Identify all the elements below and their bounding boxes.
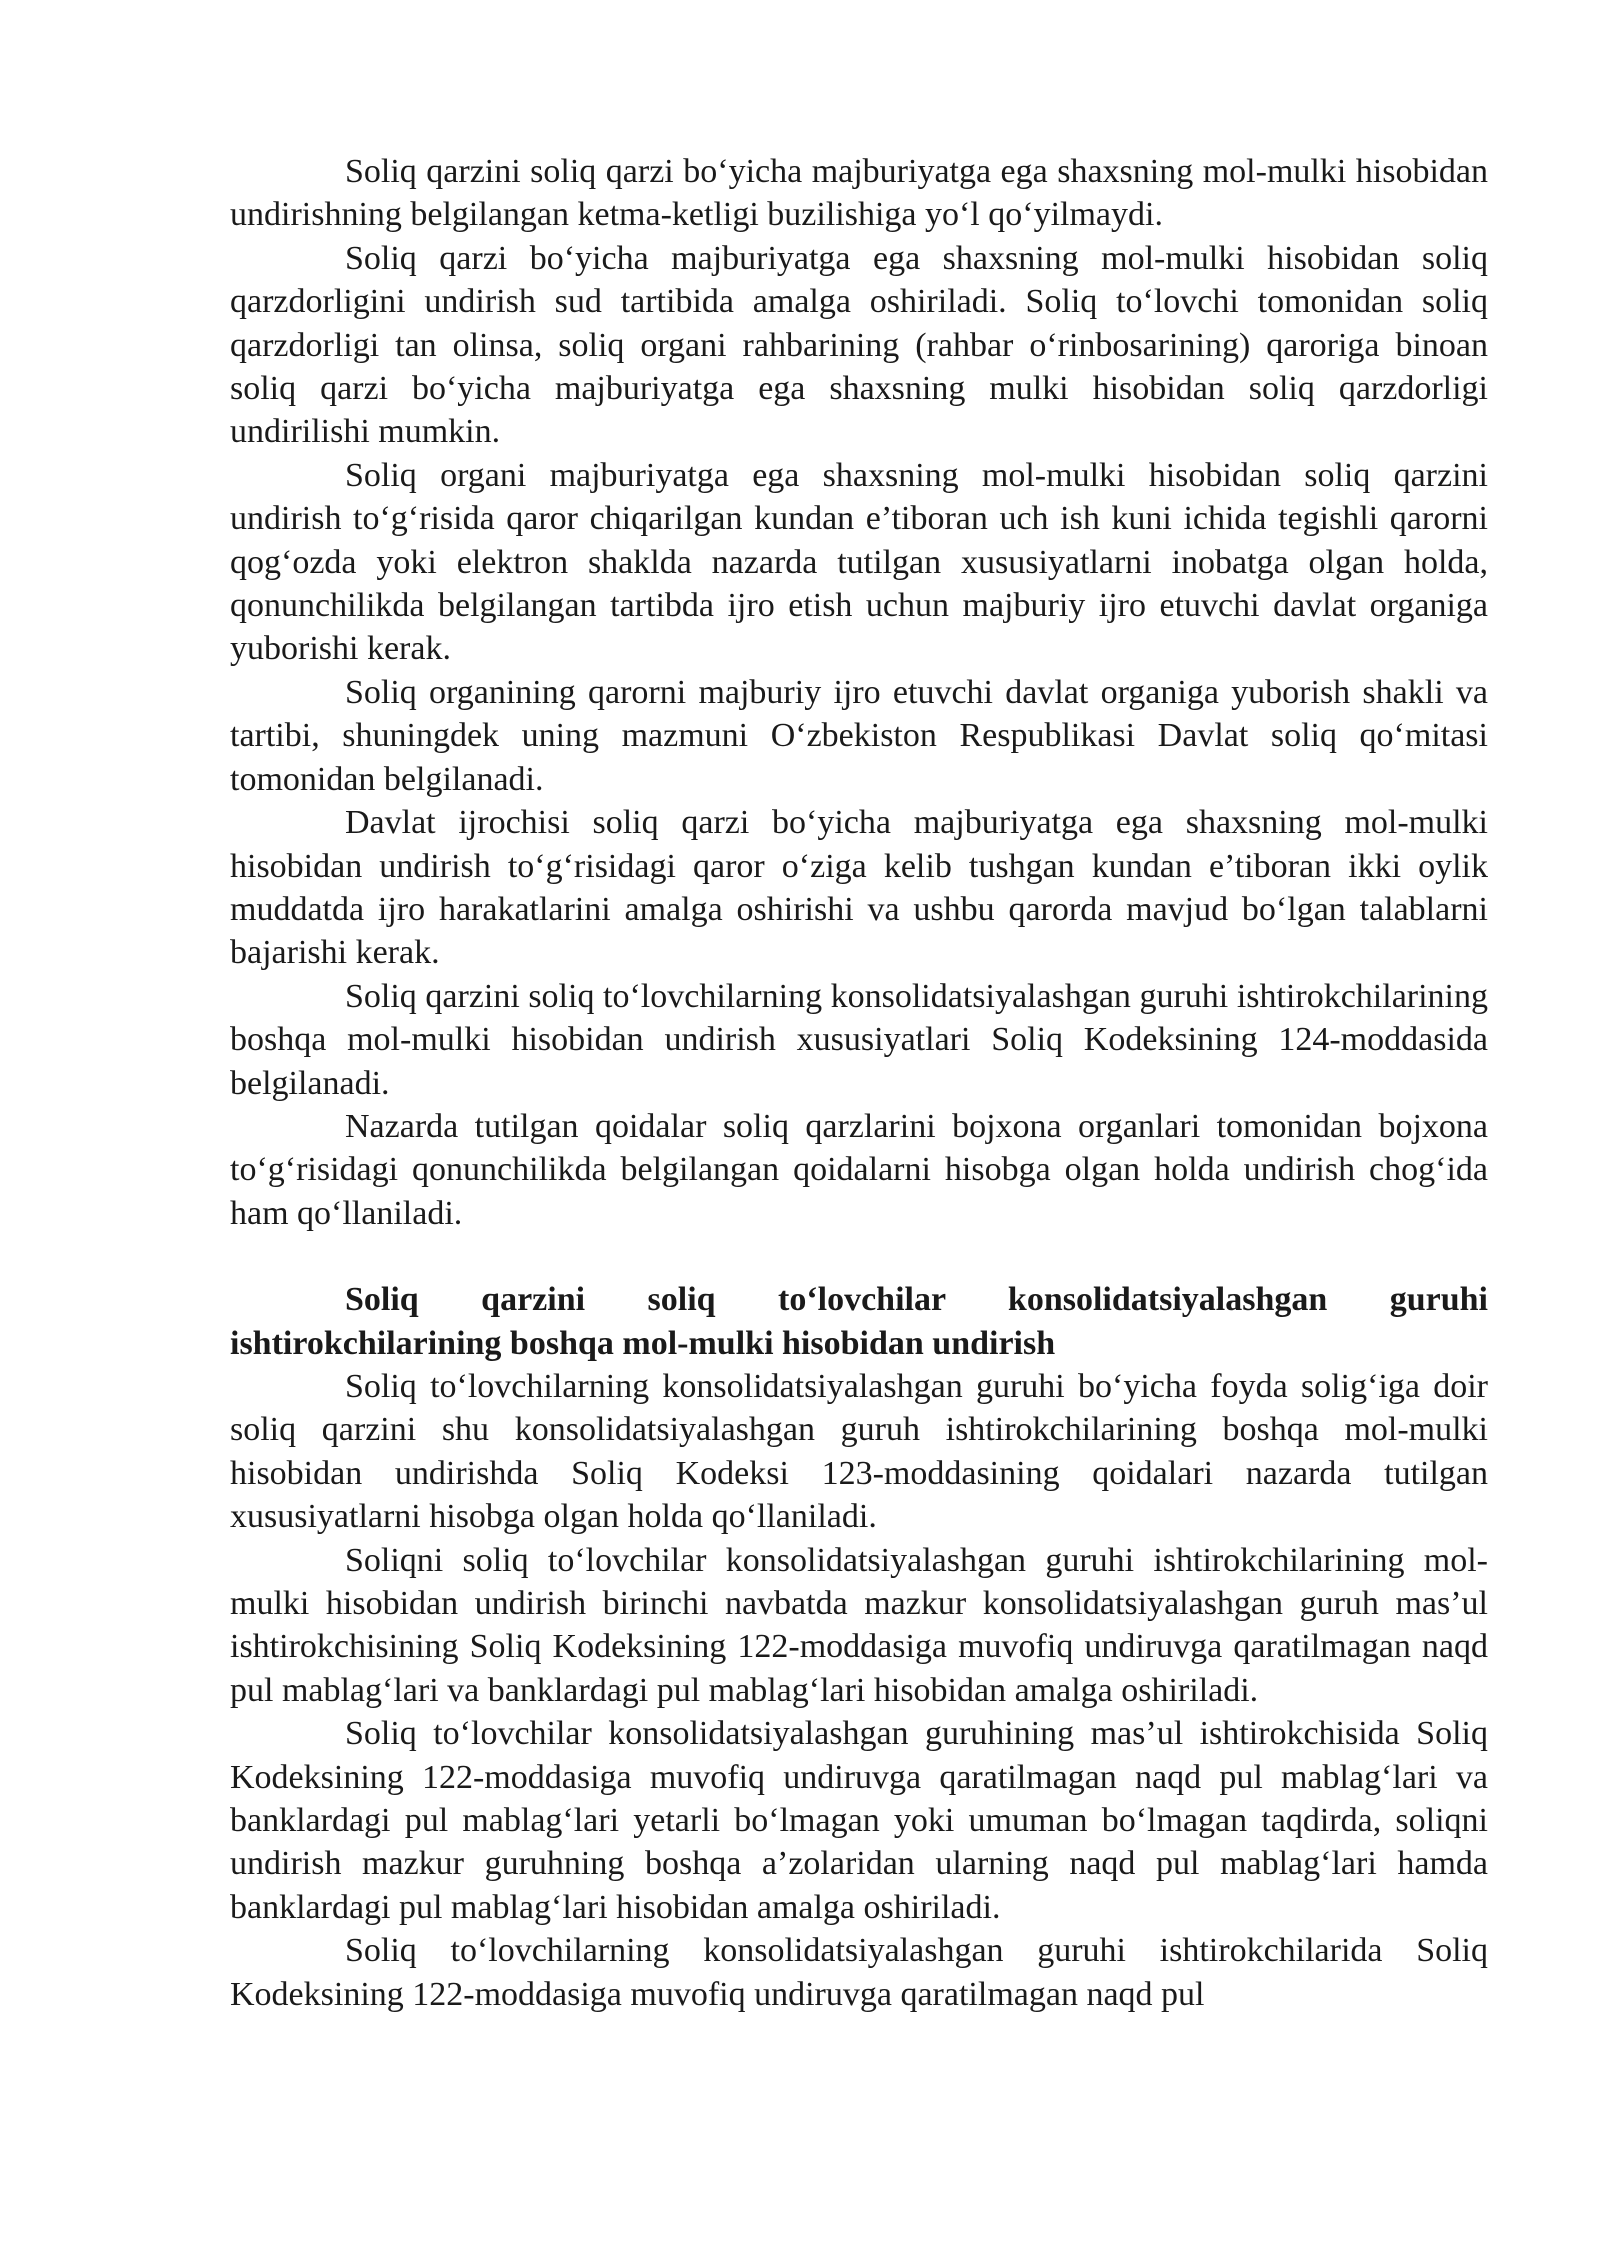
document-page <box>230 150 1488 2016</box>
paragraph: Soliq qarzini soliq qarzi bo‘yicha majburiyatga ega shaxsning mol-mulki hisobidan undirishning belgilangan ketma-ketligi buzilishiga yo‘l qo‘yilmaydi. <box>230 153 1488 234</box>
paragraph: Nazarda tutilgan qoidalar soliq qarzlarini bojxona organlari tomonidan bojxona to‘g‘risidagi qonunchilikda belgilangan qoidalarni hisobga olgan holda undirish chog‘ida ham qo‘llaniladi. <box>230 1107 1488 1232</box>
paragraph: Soliq organining qarorni majburiy ijro etuvchi davlat organiga yuborish shakli va tartibi, shuningdek uning mazmuni O‘zbekiston Respublikasi Davlat soliq qo‘mitasi tomonidan belgilanadi. <box>230 673 1488 798</box>
paragraph: Soliq to‘lovchilar konsolidatsiyalashgan guruhining mas’ul ishtirokchisida Soliq Kodeksining 122-moddasiga muvofiq undiruvga qaratilmagan naqd pul mablag‘lari va banklardagi pul mablag‘lari yetarli bo‘lmagan yoki umuman bo‘lmagan taqdirda, soliqni undirish mazkur guruhning boshqa a’zolaridan ularning naqd pul mablag‘lari hamda banklardagi pul mablag‘lari hisobidan amalga oshiriladi. <box>230 1715 1488 1926</box>
blank-line <box>230 1235 1488 1278</box>
paragraph: Soliq organi majburiyatga ega shaxsning mol-mulki hisobidan soliq qarzini undirish to‘g‘risida qaror chiqarilgan kundan e’tiboran uch ish kuni ichida tegishli qarorni qog‘ozda yoki elektron shaklda nazarda tutilgan xususiyatlarni inobatga olgan holda, qonunchilikda belgilangan tartibda ijro etish uchun majburiy ijro etuvchi davlat organiga yuborishi kerak. <box>230 456 1488 668</box>
paragraph: Davlat ijrochisi soliq qarzi bo‘yicha majburiyatga ega shaxsning mol-mulki hisobidan undirish to‘g‘risidagi qaror o‘ziga kelib tushgan kundan e’tiboran ikki oylik muddatda ijro harakatlarini amalga oshirishi va ushbu qarorda mavjud bo‘lgan talablarni bajarishi kerak. <box>230 804 1488 972</box>
paragraph: Soliq qarzini soliq to‘lovchilarning konsolidatsiyalashgan guruhi ishtirokchilarining boshqa mol-mulki hisobidan undirish xususiyatlari Soliq Kodeksining 124-moddasida belgilanadi. <box>230 977 1488 1102</box>
paragraph: Soliqni soliq to‘lovchilar konsolidatsiyalashgan guruhi ishtirokchilarining mol-mulki hisobidan undirish birinchi navbatda mazkur konsolidatsiyalashgan guruh mas’ul ishtirokchisining Soliq Kodeksining 122-moddasiga muvofiq undiruvga qaratilmagan naqd pul mablag‘lari va banklardagi pul mablag‘lari hisobidan amalga oshiriladi. <box>230 1541 1488 1709</box>
paragraph: Soliq to‘lovchilarning konsolidatsiyalashgan guruhi ishtirokchilarida Soliq Kodeksining 122-moddasiga muvofiq undiruvga qaratilmagan naqd pul <box>230 1932 1488 2013</box>
paragraph: Soliq to‘lovchilarning konsolidatsiyalashgan guruhi bo‘yicha foyda solig‘iga doir soliq qarzini shu konsolidatsiyalashgan guruh ishtirokchilarining boshqa mol-mulki hisobidan undirishda Soliq Kodeksi 123-moddasining qoidalari nazarda tutilgan xususiyatlarni hisobga olgan holda qo‘llaniladi. <box>230 1367 1488 1536</box>
section-heading: Soliq qarzini soliq to‘lovchilar konsolidatsiyalashgan guruhi ishtirokchilarining boshqa mol-mulki hisobidan undirish <box>230 1281 1488 1362</box>
paragraph: Soliq qarzi bo‘yicha majburiyatga ega shaxsning mol-mulki hisobidan soliq qarzdorligini undirish sud tartibida amalga oshiriladi. Soliq to‘lovchi tomonidan soliq qarzdorligi tan olinsa, soliq organi rahbarining (rahbar o‘rinbosarining) qaroriga binoan soliq qarzi bo‘yicha majburiyatga ega shaxsning mulki hisobidan soliq qarzdorligi undirilishi mumkin. <box>230 239 1488 451</box>
